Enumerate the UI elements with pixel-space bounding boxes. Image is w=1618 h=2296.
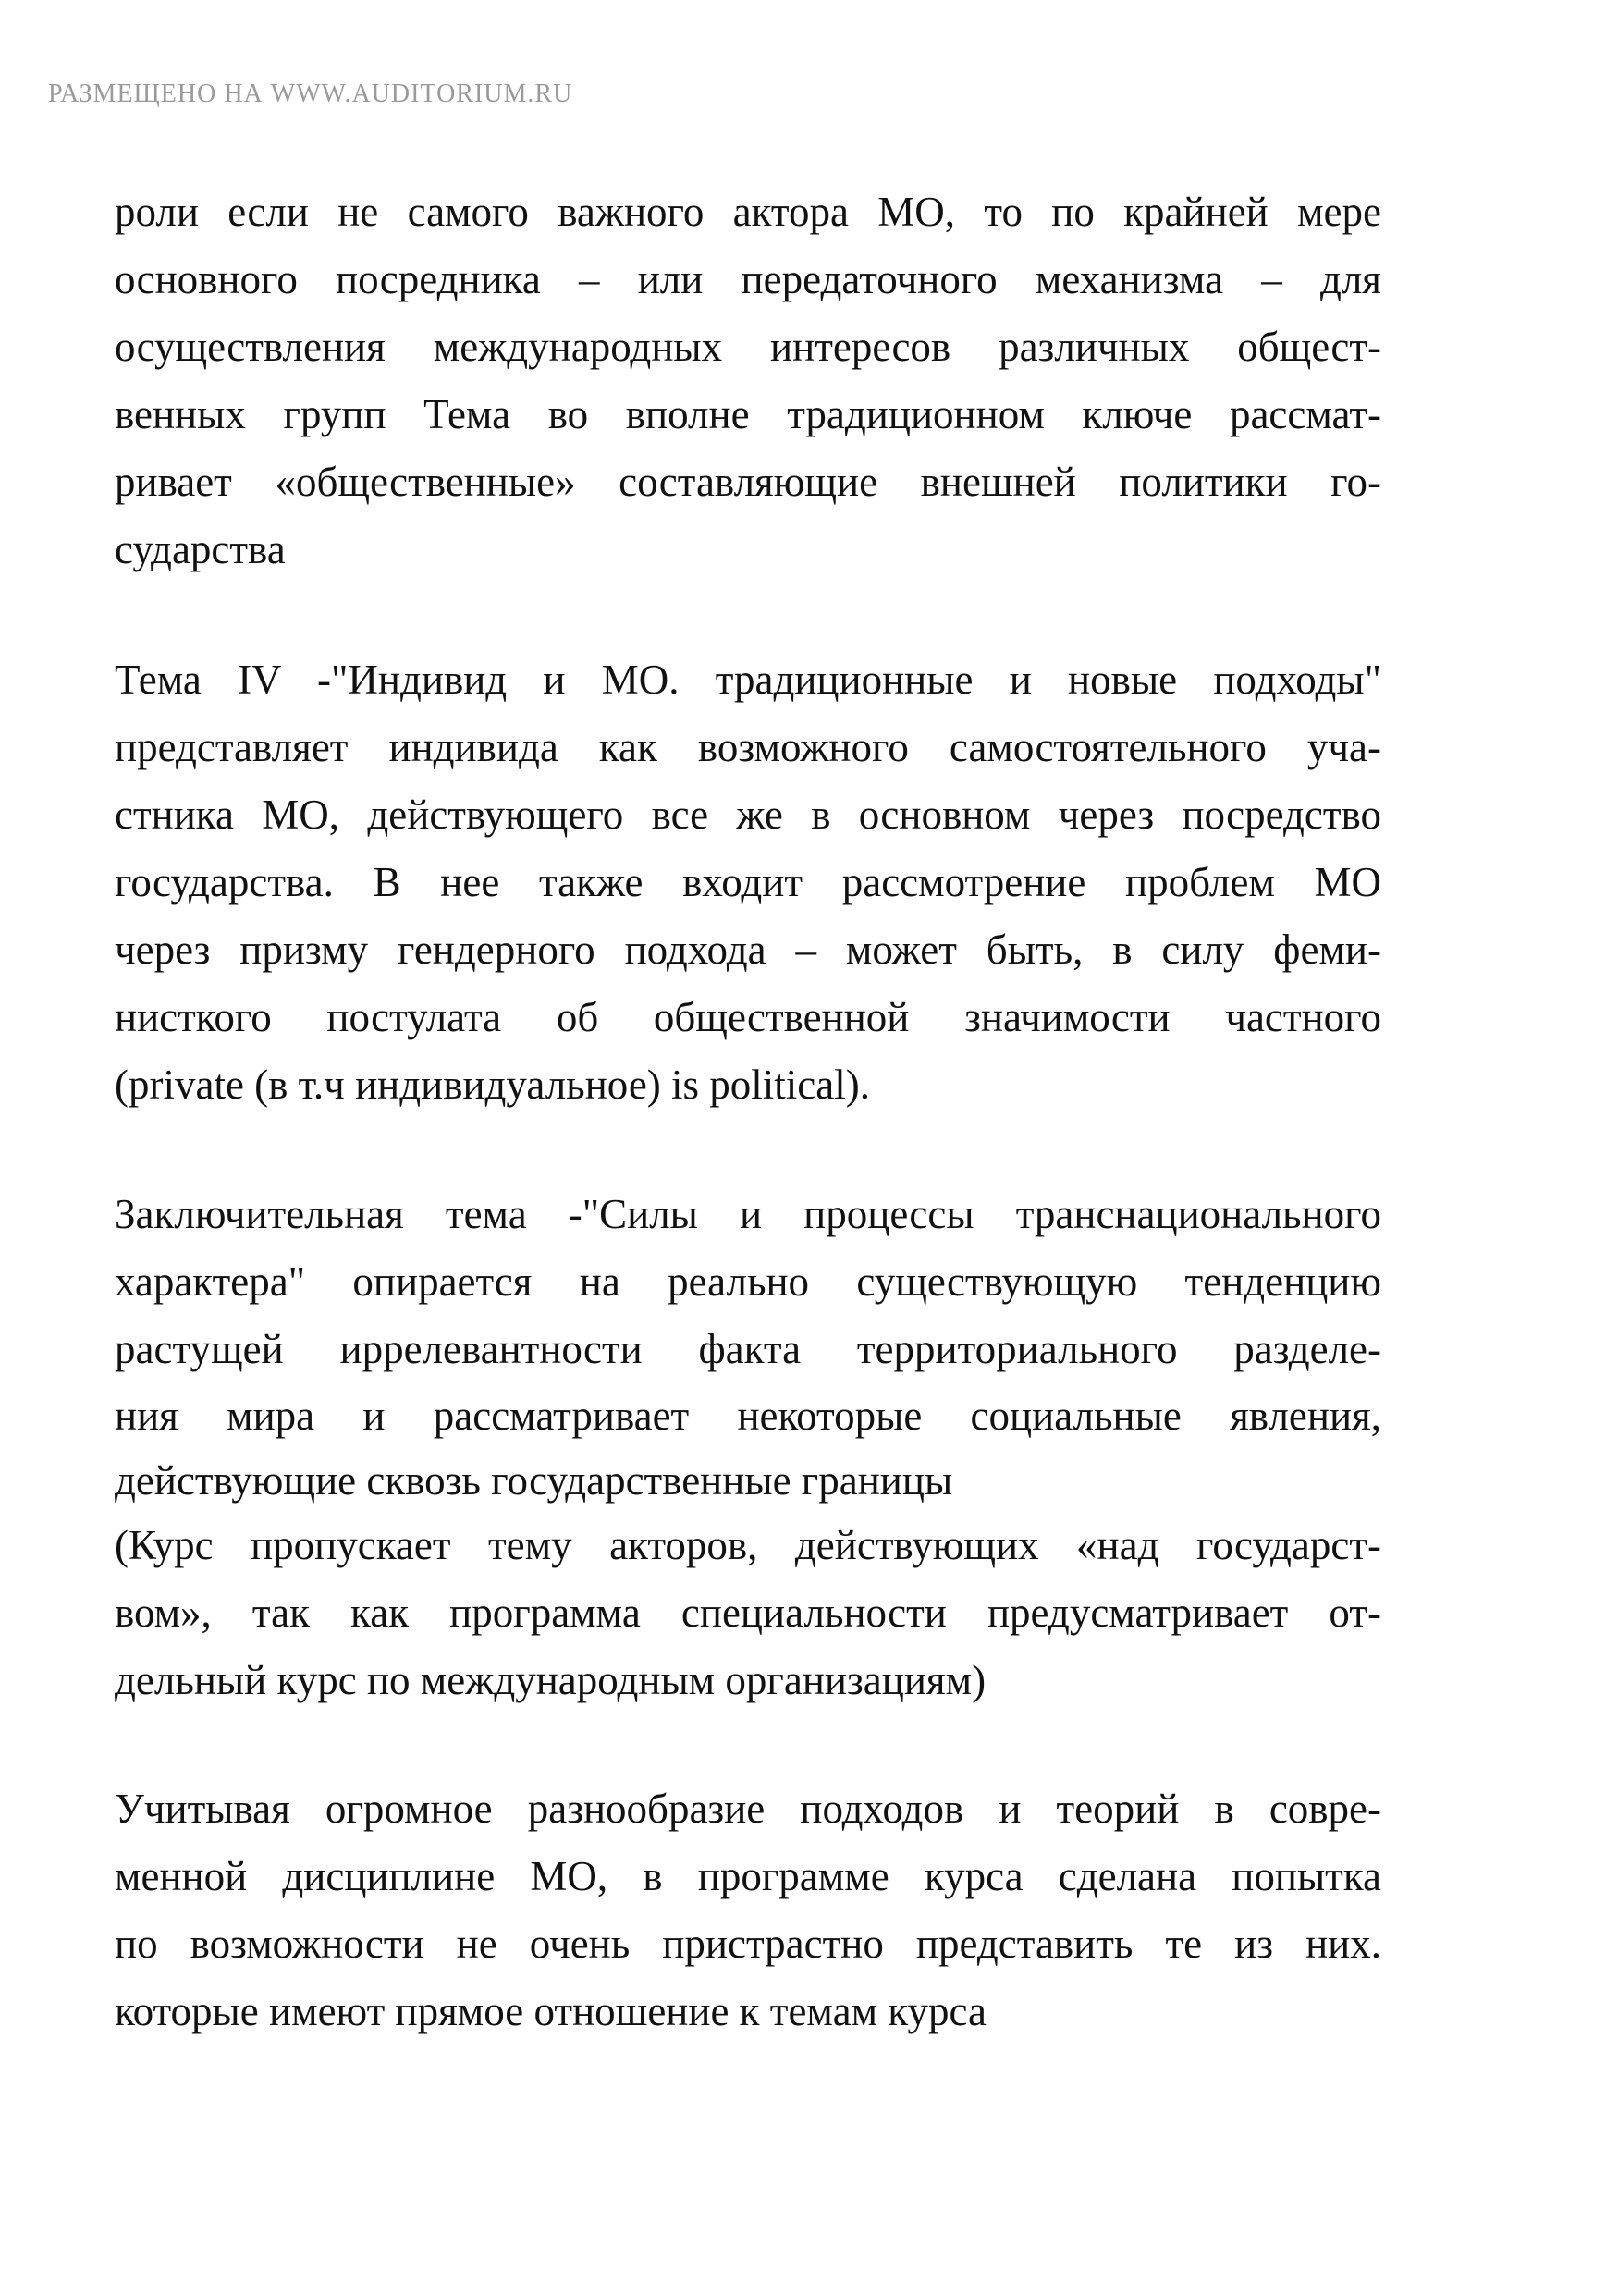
text-line: государства. В нее также входит рассмотрение проблем МО	[115, 859, 1381, 905]
text-line: характера" опирается на реально существующую тенденцию	[115, 1259, 1381, 1305]
text-line: роли если не самого важного актора МО, то по крайней мере	[115, 189, 1381, 235]
text-line: Тема IV -"Индивид и МО. традиционные и новые подходы"	[115, 657, 1381, 703]
watermark: РАЗМЕЩЕНО НА WWW.AUDITORIUM.RU	[48, 80, 573, 108]
text-line: дельный курс по международным организациям)	[115, 1657, 987, 1703]
text-line: Заключительная тема -"Силы и процессы транснационального	[115, 1191, 1381, 1237]
text-line: представляет индивида как возможного самостоятельного уча-	[115, 724, 1381, 770]
text-line: стника МО, действующего все же в основном через посредство	[115, 792, 1381, 838]
text-line: ривает «общественные» составляющие внешней политики го-	[115, 459, 1381, 505]
text-line: по возможности не очень пристрастно представить те из них.	[115, 1921, 1381, 1967]
text-line: (private (в т.ч индивидуальное) is political).	[115, 1062, 870, 1108]
text-line: основного посредника – или передаточного механизма – для	[115, 256, 1381, 302]
text-line: сударства	[115, 526, 286, 572]
text-line: (Курс пропускает тему акторов, действующих «над государст-	[115, 1522, 1381, 1568]
text-line: менной дисциплине МО, в программе курса сделана попытка	[115, 1853, 1381, 1899]
text-line: венных групп Тема во вполне традиционном ключе рассмат-	[115, 391, 1381, 437]
text-line: вом», так как программа специальности предусматривает от-	[115, 1590, 1381, 1636]
text-line: действующие сквозь государственные границы	[115, 1457, 953, 1504]
text-line: через призму гендерного подхода – может быть, в силу феми-	[115, 927, 1381, 973]
text-line: которые имеют прямое отношение к темам курса	[115, 1988, 987, 2034]
text-line: растущей иррелевантности факта территориального разделе-	[115, 1326, 1381, 1372]
text-line: осуществления международных интересов различных общест-	[115, 324, 1381, 370]
text-line: Учитывая огромное разнообразие подходов и теорий в совре-	[115, 1786, 1381, 1832]
text-line: ния мира и рассматривает некоторые социальные явления,	[115, 1393, 1381, 1439]
text-line: нисткого постулата об общественной значимости частного	[115, 994, 1381, 1040]
